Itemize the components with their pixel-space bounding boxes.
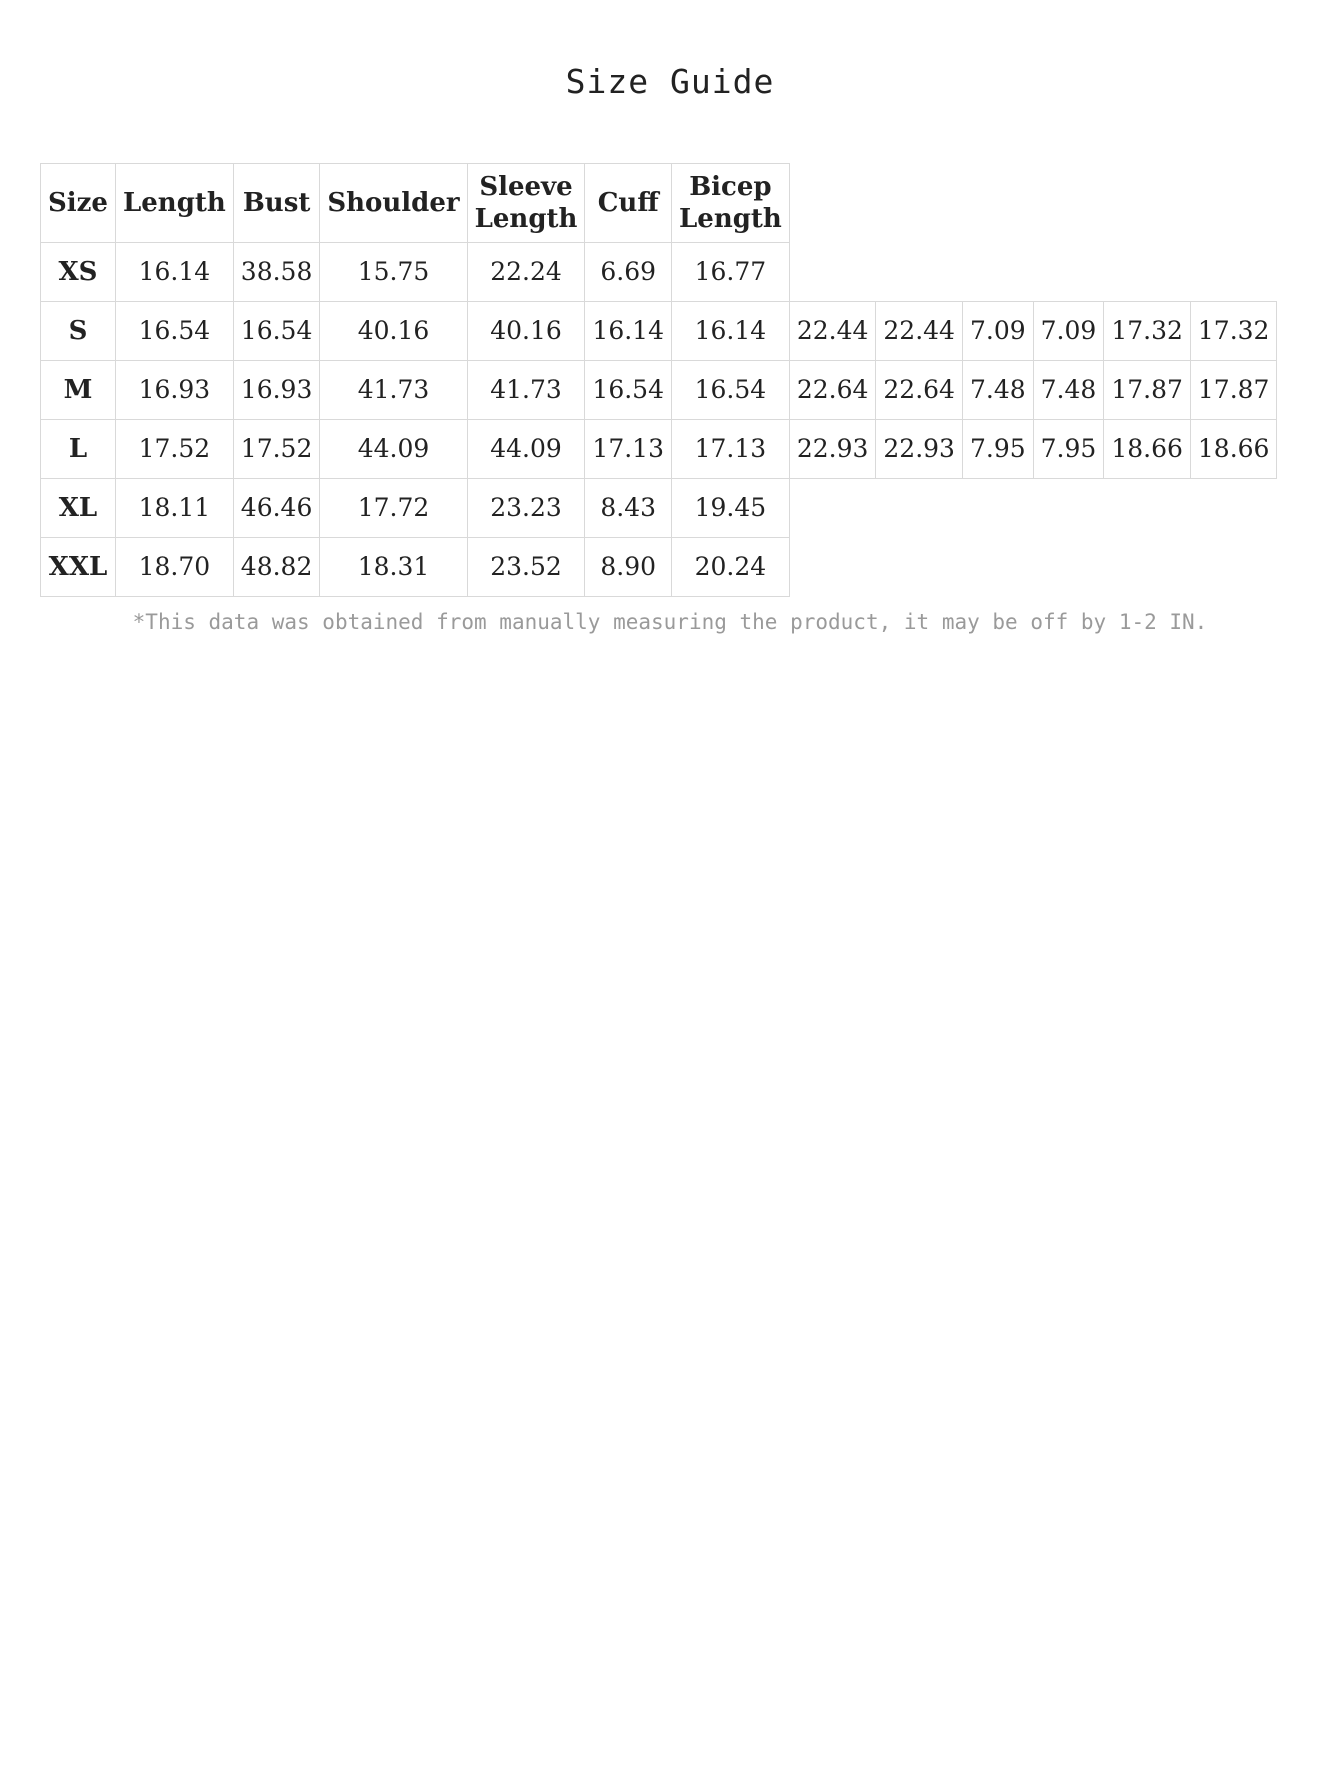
column-header-bicep-length: Bicep Length — [672, 164, 790, 243]
column-header-shoulder: Shoulder — [320, 164, 467, 243]
table-cell: 16.54 — [585, 361, 672, 420]
table-cell: 44.09 — [320, 420, 467, 479]
table-cell: 16.14 — [585, 302, 672, 361]
table-cell: 17.72 — [320, 479, 467, 538]
table-cell: 16.93 — [233, 361, 320, 420]
table-cell: 15.75 — [320, 243, 467, 302]
table-cell: 16.14 — [115, 243, 233, 302]
table-cell: 18.70 — [115, 538, 233, 597]
table-cell: 17.52 — [233, 420, 320, 479]
table-cell: 17.52 — [115, 420, 233, 479]
table-cell: 7.48 — [1033, 361, 1104, 420]
column-header-bust: Bust — [233, 164, 320, 243]
size-cell: L — [41, 420, 116, 479]
table-cell: 7.95 — [962, 420, 1033, 479]
table-cell: 17.13 — [672, 420, 790, 479]
empty-row-space — [789, 479, 1277, 538]
table-cell: 41.73 — [320, 361, 467, 420]
table-cell: 18.66 — [1190, 420, 1277, 479]
table-cell: 40.16 — [467, 302, 585, 361]
table-cell: 41.73 — [467, 361, 585, 420]
table-cell: 22.44 — [789, 302, 876, 361]
size-cell: M — [41, 361, 116, 420]
empty-header-space — [789, 164, 1277, 243]
column-header-cuff: Cuff — [585, 164, 672, 243]
table-cell: 7.95 — [1033, 420, 1104, 479]
table-cell: 20.24 — [672, 538, 790, 597]
table-cell: 18.11 — [115, 479, 233, 538]
table-cell: 7.09 — [962, 302, 1033, 361]
table-cell: 8.43 — [585, 479, 672, 538]
table-cell: 16.54 — [115, 302, 233, 361]
table-row — [41, 243, 1277, 302]
table-cell: 16.54 — [233, 302, 320, 361]
table-cell: 40.16 — [320, 302, 467, 361]
table-cell: 17.32 — [1190, 302, 1277, 361]
table-cell: 22.93 — [789, 420, 876, 479]
table-cell: 22.44 — [876, 302, 963, 361]
column-header-sleeve-length: Sleeve Length — [467, 164, 585, 243]
size-cell: XS — [41, 243, 116, 302]
table-cell: 16.54 — [672, 361, 790, 420]
size-guide-table — [40, 163, 1277, 597]
table-cell: 17.87 — [1104, 361, 1191, 420]
table-cell: 44.09 — [467, 420, 585, 479]
table-cell: 18.66 — [1104, 420, 1191, 479]
measurement-disclaimer: *This data was obtained from manually measuring the product, it may be off by 1-2 IN. — [132, 610, 1208, 634]
table-row — [41, 361, 1277, 420]
size-cell: S — [41, 302, 116, 361]
table-cell: 16.77 — [672, 243, 790, 302]
table-cell: 18.31 — [320, 538, 467, 597]
table-row — [41, 538, 1277, 597]
table-row — [41, 420, 1277, 479]
table-row — [41, 479, 1277, 538]
table-header-row — [41, 164, 1277, 243]
table-cell: 16.93 — [115, 361, 233, 420]
table-cell: 19.45 — [672, 479, 790, 538]
table-cell: 48.82 — [233, 538, 320, 597]
table-cell: 7.09 — [1033, 302, 1104, 361]
size-cell: XL — [41, 479, 116, 538]
table-cell: 22.64 — [789, 361, 876, 420]
size-cell: XXL — [41, 538, 116, 597]
table-cell: 17.87 — [1190, 361, 1277, 420]
table-cell: 23.52 — [467, 538, 585, 597]
table-row — [41, 302, 1277, 361]
table-cell: 6.69 — [585, 243, 672, 302]
table-cell: 8.90 — [585, 538, 672, 597]
empty-row-space — [789, 538, 1277, 597]
table-cell: 16.14 — [672, 302, 790, 361]
table-cell: 22.64 — [876, 361, 963, 420]
table-cell: 22.93 — [876, 420, 963, 479]
page-title: Size Guide — [565, 62, 775, 101]
column-header-size: Size — [41, 164, 116, 243]
empty-row-space — [789, 243, 1277, 302]
table-cell: 46.46 — [233, 479, 320, 538]
table-cell: 17.13 — [585, 420, 672, 479]
table-cell: 17.32 — [1104, 302, 1191, 361]
table-cell: 22.24 — [467, 243, 585, 302]
table-cell: 38.58 — [233, 243, 320, 302]
table-cell: 7.48 — [962, 361, 1033, 420]
table-cell: 23.23 — [467, 479, 585, 538]
column-header-length: Length — [115, 164, 233, 243]
